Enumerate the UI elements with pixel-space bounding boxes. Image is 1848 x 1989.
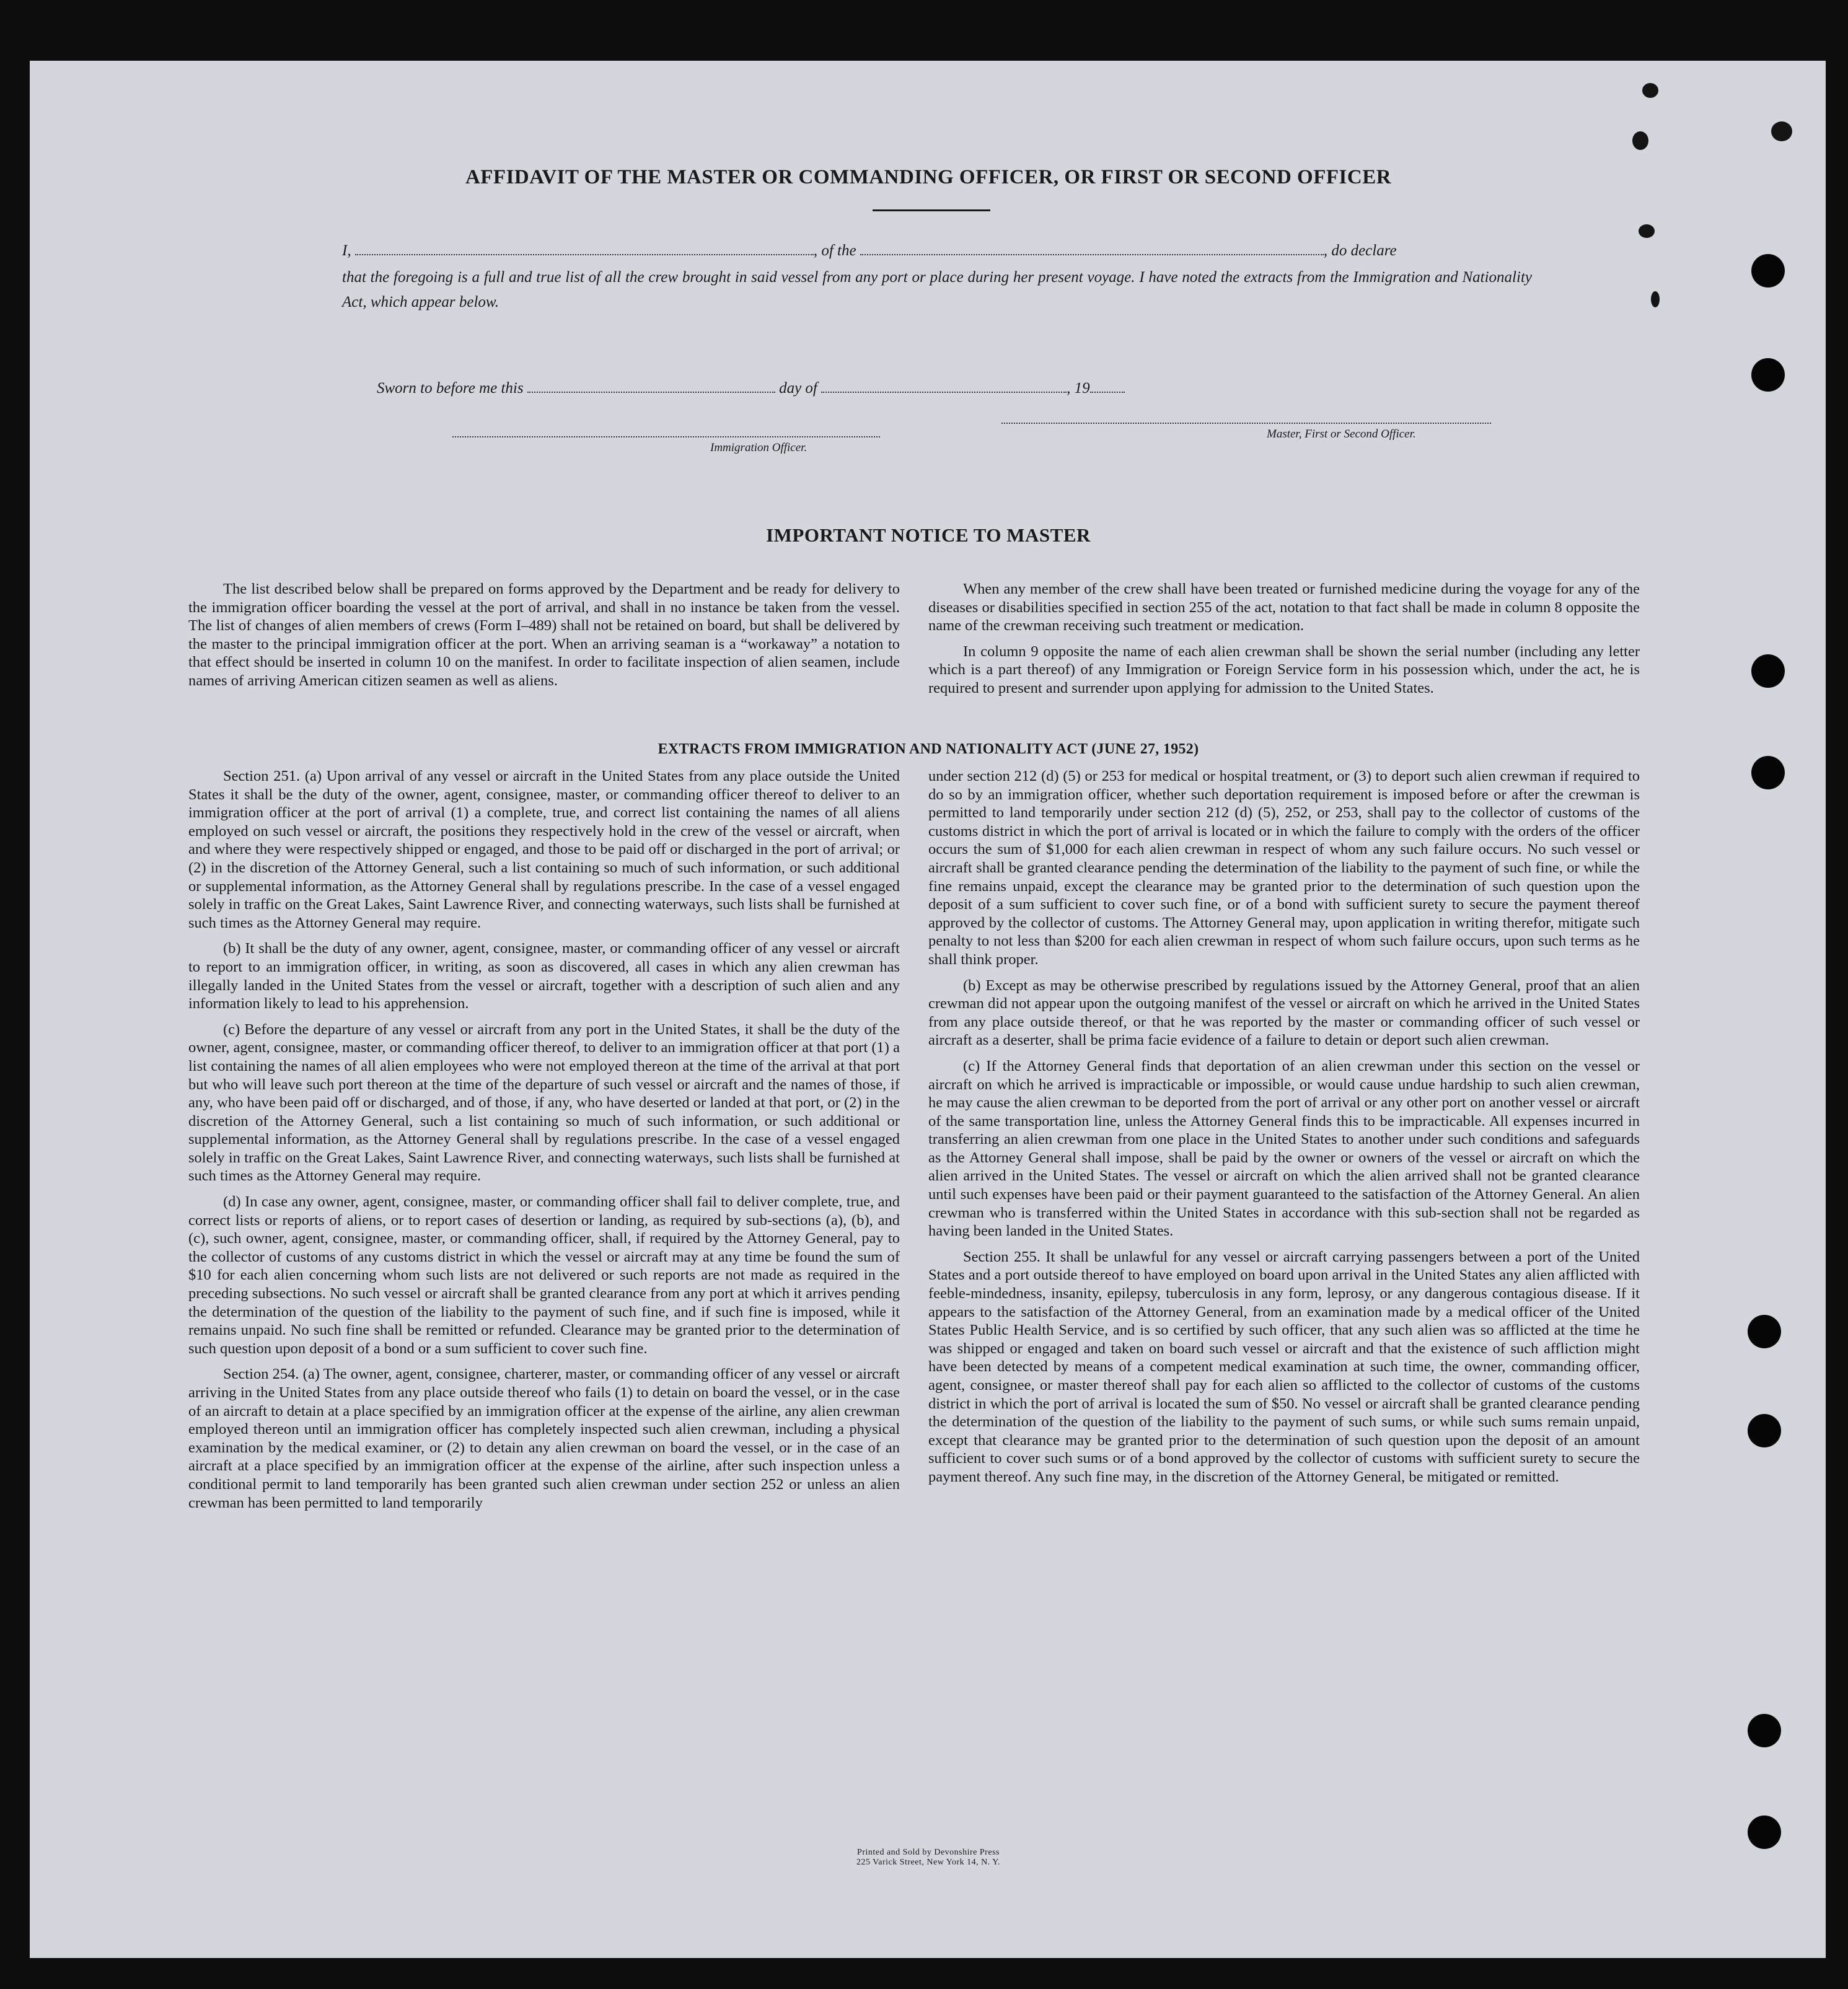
ink-speck — [1771, 121, 1792, 141]
ink-speck — [1632, 131, 1648, 150]
binder-hole — [1748, 1315, 1781, 1348]
sworn-day-field[interactable] — [527, 379, 775, 393]
section-paragraph: (d) In case any owner, agent, consignee, master, or commanding officer shall fail to deliver complete, true, and correct lists or reports of aliens, or to report cases of desertion or landing, as required by sub-sections (a), (b), and (c), such owner, agent, consignee, master, or commanding officer, shall, if required by the Attorney General, pay to the collector of customs of any customs district in which the vessel or aircraft may at any time be found the sum of $10 for each alien concerning whom such lists are not delivered or such reports are not made as required in the preceding subsections. No such vessel or aircraft shall be granted clearance from any port at which it arrives pending the determination of the question of the liability to the payment of such fine, and if such fine is imposed, while it remains unpaid. No such fine shall be remitted or refunded. Clearance may be granted prior to the determination of such question upon deposit of a bond or a sum sufficient to cover such fine. — [188, 1193, 900, 1357]
binder-hole — [1748, 1714, 1781, 1747]
day-of-label: day of — [779, 380, 817, 397]
section-paragraph: under section 212 (d) (5) or 253 for medical or hospital treatment, or (3) to deport such alien crewman if required to do so by an immigration officer, whether such deportation requirement is imposed before or after the crewman is permitted to land temporarily under section 212 (d) (5), 252, or 253, shall pay to the collector of customs of the customs district in which the port of arrival is located or in which the failure to comply with the orders of the officer occurs the sum of $1,000 for each alien crewman in respect of whom any such failure occurs. No such vessel or aircraft shall be granted clearance pending the determination of the liability to the payment of such fine, or while the fine remains unpaid, except the clearance may be granted prior to the determination of such question upon the deposit of a sum sufficient to cover such fine, or of a bond with sufficient surety to secure the payment thereof approved by the collector of customs. The Attorney General may, upon application in writing therefor, mitigate such penalty to not less than $200 for each alien crewman in respect of whom such failure occurs, upon such terms as he shall think proper. — [928, 768, 1640, 968]
ink-speck — [1651, 291, 1660, 307]
printer-imprint — [711, 1848, 1145, 1868]
section-paragraph: Section 251. (a) Upon arrival of any vessel or aircraft in the United States from any place outside the United States it shall be the duty of the owner, agent, consignee, master, or commanding officer thereof to deliver to an immigration officer at the port of arrival (1) a complete, true, and correct list containing the names of all aliens employed on such vessel or aircraft, the positions they respectively hold in the crew of the vessel or aircraft, when and where they were respectively shipped or engaged, and those to be paid off or discharged in the port of arrival; or (2) in the discretion of the Attorney General, such a list containing so much of such information, or such additional or supplemental information, as the Attorney General shall by regulations prescribe. In the case of a vessel engaged solely in traffic on the Great Lakes, Saint Lawrence River, and connecting waterways, such lists shall be furnished at such times as the Attorney General may require. — [188, 768, 900, 931]
extracts-left-column — [188, 767, 900, 1519]
title-divider — [873, 209, 990, 211]
ink-speck — [1642, 83, 1658, 98]
officer-signature-field[interactable] — [452, 436, 880, 437]
binder-hole — [1751, 358, 1785, 392]
notice-paragraph: When any member of the crew shall have been treated or furnished medicine during the voyage for any of the diseases or disabilities specified in section 255 of the act, notation to that fact shall be made in column 8 opposite the name of the crewman receiving such treatment or medication. — [928, 581, 1640, 634]
section-paragraph: (c) Before the departure of any vessel or aircraft from any port in the United States, it shall be the duty of the owner, agent, consignee, master, or commanding officer thereof, to deliver to an immigration officer at that port (1) a list containing the names of all alien employees who were not employed thereon at the time of the arrival at that port but who will leave such port thereon at the time of the departure of such vessel or aircraft and the names of those, if any, who have been paid off or discharged, and of those, if any, who have deserted or landed at that port, or (2) in the discretion of the Attorney General, such a list containing so much of such information, or such additional or supplemental information, as the Attorney General shall by regulations prescribe. In the case of a vessel engaged solely in traffic on the Great Lakes, Saint Lawrence River, and connecting waterways, such lists shall be furnished at such times as the Attorney General may require. — [188, 1021, 900, 1185]
printer-line: Printed and Sold by Devonshire Press — [857, 1848, 1000, 1857]
sworn-year-field[interactable] — [1090, 379, 1125, 393]
extracts-right-column — [928, 767, 1640, 1494]
extracts-title: EXTRACTS FROM IMMIGRATION AND NATIONALITY ACT (JUNE 27, 1952) — [658, 741, 1199, 757]
officer-signature-label: Immigration Officer. — [710, 441, 807, 454]
declaration-i: I, — [342, 242, 351, 259]
printer-address: 225 Varick Street, New York 14, N. Y. — [856, 1858, 1001, 1867]
section-paragraph: Section 254. (a) The owner, agent, consignee, charterer, master, or commanding officer of any vessel or aircraft arriving in the United States from any place outside thereof who fails (1) to detain on board the vessel, or in the case of an aircraft to detain at a place specified by an immigration officer at the expense of the airline, any alien crewman employed thereon until an immigration officer has completely inspected such alien crewman, including a physical examination by the medical examiner, or (2) to detain any alien crewman on board the vessel, or in the case of an aircraft at a place specified by an immigration officer at the expense of the airline, after such inspection unless a conditional permit to land temporarily has been granted such alien crewman under section 252 or unless an alien crewman has been permitted to land temporarily — [188, 1366, 900, 1511]
notice-paragraph: In column 9 opposite the name of each alien crewman shall be shown the serial number (including any letter which is a part thereof) of any Immigration or Foreign Service form in his possession which, under the act, he is required to present and surrender upon applying for admission to the United States. — [928, 643, 1640, 696]
section-paragraph: (b) It shall be the duty of any owner, agent, consignee, master, or commanding officer of any vessel or aircraft to report to an immigration officer, in writing, as soon as discovered, all cases in which any alien crewman has illegally landed in the United States from the vessel or aircraft, together with a description of such alien and any information likely to lead to his apprehension. — [188, 940, 900, 1012]
affidavit-title: AFFIDAVIT OF THE MASTER OR COMMANDING OFFICER, OR FIRST OR SECOND OFFICER — [465, 166, 1392, 188]
declaration-line — [342, 238, 1532, 264]
notice-title: IMPORTANT NOTICE TO MASTER — [766, 524, 1091, 546]
notice-left-column — [188, 580, 900, 698]
affidavit-page — [30, 61, 1826, 1958]
notice-paragraph: The list described below shall be prepared on forms approved by the Department and be ready for delivery to the immigration officer boarding the vessel at the port of arrival, and shall in no instance be taken from the vessel. The list of changes of alien members of crews (Form I–489) shall not be retained on board, but shall be delivered by the master to the principal immigration officer at the port. When an arriving seaman is a “workaway” a notation to that effect should be inserted in column 10 on the manifest. In order to facilitate inspection of alien seamen, include names of arriving American citizen seamen as well as aliens. — [188, 581, 900, 689]
name-field[interactable] — [355, 242, 814, 255]
binder-hole — [1751, 654, 1785, 688]
declaration-do-declare: , do declare — [1323, 242, 1397, 259]
section-paragraph: (b) Except as may be otherwise prescribed by regulations issued by the Attorney General, proof that an alien crewman did not appear upon the outgoing manifest of the vessel or aircraft on which he arrived in the United States from any place outside thereof, or that he was reported by the master or commanding officer of such vessel or aircraft as a deserter, shall be prima facie evidence of a failure to detain or deport such alien crewman. — [928, 977, 1640, 1049]
ink-speck — [1639, 224, 1655, 238]
declaration-of-the: , of the — [813, 242, 856, 259]
master-signature-label: Master, First or Second Officer. — [1267, 428, 1416, 441]
year-label: , 19 — [1067, 380, 1090, 397]
binder-hole — [1751, 756, 1785, 789]
binder-hole — [1748, 1414, 1781, 1447]
sworn-to-label: Sworn to before me this — [377, 380, 524, 397]
notice-right-column — [928, 580, 1640, 705]
binder-hole — [1751, 254, 1785, 288]
declaration-text: that the foregoing is a full and true list of all the crew brought in said vessel from any port or place during her present voyage. I have noted the extracts from the Immigration and Nationality Act, which appear below. — [342, 269, 1532, 310]
sworn-month-field[interactable] — [821, 379, 1067, 393]
vessel-field[interactable] — [860, 242, 1324, 255]
sworn-line — [377, 379, 1125, 397]
section-paragraph: (c) If the Attorney General finds that deportation of an alien crewman under this section on the vessel or aircraft on which he arrived is impracticable or impossible, or would cause undue hardship to such alien crewman, he may cause the alien crewman to be deported from the port of arrival or any other port on another vessel or aircraft of the same transportation line, unless the Attorney General finds this to be impracticable. All expenses incurred in transferring an alien crewman from one place in the United States to another under such conditions and safeguards as the Attorney General shall impose, shall be paid by the owner or owners of the vessel or aircraft on which the alien arrived in the United States. The vessel or aircraft on which the alien arrived shall not be granted clearance until such expenses have been paid or their payment guaranteed to the satisfaction of the Attorney General. An alien crewman who is transferred within the United States in accordance with this sub-section shall not be regarded as having been landed in the United States. — [928, 1057, 1640, 1240]
section-paragraph: Section 255. It shall be unlawful for any vessel or aircraft carrying passengers between a port of the United States and a port outside thereof to have employed on board upon arrival in the United States any alien afflicted with feeble-mindedness, insanity, epilepsy, tuberculosis in any form, leprosy, or any dangerous contagious disease. If it appears to the satisfaction of the Attorney General, from an examination made by a medical officer of the United States Public Health Service, and is so certified by such officer, that any such alien was so afflicted at the time he was shipped or engaged and taken on board such vessel or aircraft and that the existence of such affliction might have been detected by means of a competent medical examination at such time, the owner, commanding officer, agent, consignee, or master thereof shall pay for each alien so afflicted to the collector of customs of the customs district in which the port of arrival is located the sum of $50. No vessel or aircraft shall be granted clearance pending the determination of the question of the liability to the payment of such sums, or while such sums remain unpaid, except that clearance may be granted prior to the determination of such question upon the deposit of an amount sufficient to cover such sums or of a bond approved by the collector of customs with sufficient surety to secure the payment thereof. Any such fine may, in the discretion of the Attorney General, be mitigated or remitted. — [928, 1248, 1640, 1485]
master-signature-field[interactable] — [1001, 423, 1491, 424]
binder-hole — [1748, 1816, 1781, 1849]
